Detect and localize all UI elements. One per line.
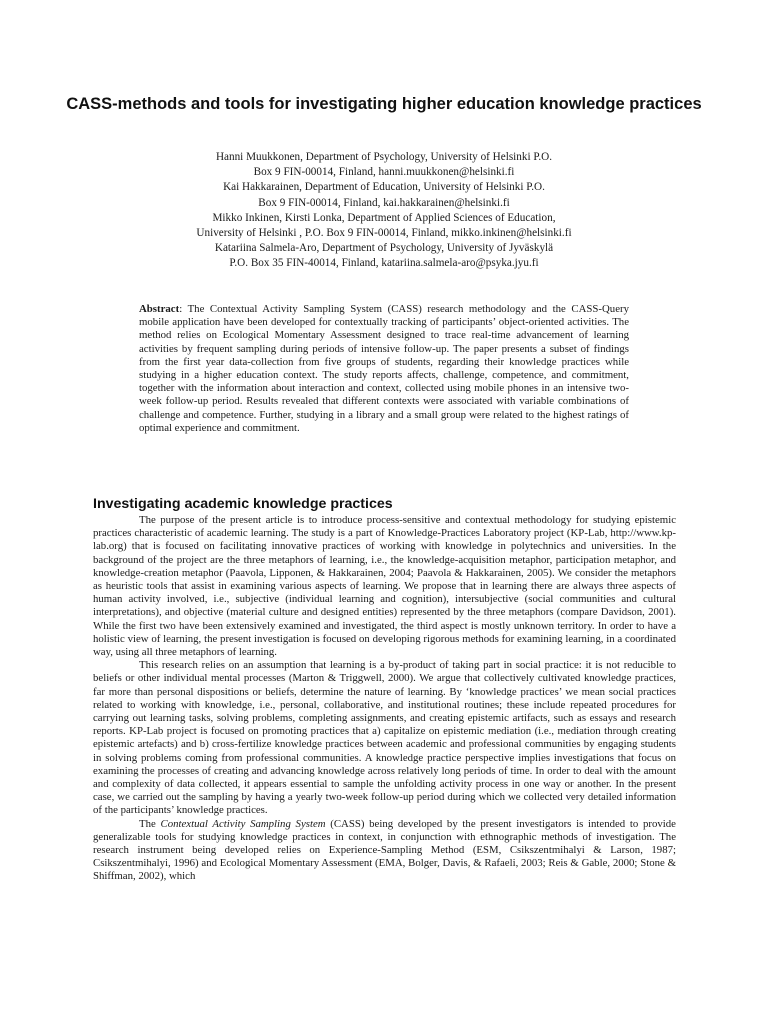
paragraph-text: (CASS) being developed by the present investigators is intended to provide generalizable tools for studying knowledge practices in context, in conjunction with ethnographic methods of investigation. The research instrument being developed relies on Experience-Sampling Method (ESM, Csikszentmihalyi & Larson, 1987; Csikszentmihalyi, 1996) and Ecological Momentary Assessment (EMA, Bolger, Davis, & Rafaeli, 2003; Reis & Gable, 2000; Stone & Shiffman, 2002), which <box>93 817 676 883</box>
paragraph: This research relies on an assumption that learning is a by-product of taking part in social practice: it is not reducible to beliefs or other individual mental processes (Marton & Triggwell, 2000). We argue that collectively cultivated knowledge practices, far more than personal dispositions or beliefs, determine the nature of learning. By ‘knowledge practices’ we mean social practices related to working with knowledge, i.e., personal, collaborative, and institutional routines; these include repeated procedures for carrying out learning tasks, solving problems, completing assignments, and creating epistemic artifacts, such as essays and research reports. KP-Lab project is focused on promoting practices that a) capitalize on epistemic mediation (i.e., mediation through creating epistemic artefacts) and b) cross-fertilize knowledge practices between academic and professional communities by engaging students in solving problems coming from professional communities. A knowledge practice perspective implies investigations that focus on examining the processes of creating and advancing knowledge across relatively long periods of time. In order to deal with the amount and complexity of data collected, it appears essential to sample the unfolding activity process in one way or another. In the present case, we carried out the sampling by having a yearly two-week follow-up period during which we collected very detailed information of the participants’ knowledge practices. <box>93 659 676 817</box>
author-line: Kai Hakkarainen, Department of Education, University of Helsinki P.O. <box>223 181 545 194</box>
abstract-label: Abstract <box>139 303 180 315</box>
author-line: P.O. Box 35 FIN-40014, Finland, katariina.salmela-aro@psyka.jyu.fi <box>229 257 539 270</box>
paper-title: CASS-methods and tools for investigating higher education knowledge practices <box>66 95 702 113</box>
author-line: Box 9 FIN-00014, Finland, kai.hakkarainen@helsinki.fi <box>258 196 510 209</box>
author-affiliations <box>120 150 648 272</box>
body-text <box>93 514 676 884</box>
abstract <box>139 303 629 435</box>
section-heading: Investigating academic knowledge practices <box>93 496 393 512</box>
paragraph-italic-term: Contextual Activity Sampling System <box>160 817 326 830</box>
author-line: Katariina Salmela-Aro, Department of Psychology, University of Jyväskylä <box>214 242 554 255</box>
paragraph-text: The <box>139 817 161 830</box>
paragraph <box>93 818 676 884</box>
paragraph: The purpose of the present article is to introduce process-sensitive and contextual methodology for studying epistemic practices characteristic of academic learning. The study is a part of Knowledge-Practices Laboratory project (KP-Lab, http://www.kp-lab.org) that is focused on facilitating innovative practices of working with knowledge in polytechnics and universities. In the background of the project are the three metaphors of learning, i.e., the knowledge-acquisition metaphor, participation metaphor, and knowledge-creation metaphor (Paavola, Lipponen, & Hakkarainen, 2004; Paavola & Hakkarainen, 2005). We consider the metaphors as heuristic tools that assist in examining various aspects of learning. We propose that in learning there are always three aspects of human activity involved, i.e., subjective (individual learning and cognition), intersubjective (social communities and cultural interpretations), and objective (material culture and designed entities) represented by the three metaphors (compare Davidson, 2001). While the first two have been extensively examined and investigated, the third aspect is mostly unknown territory. In order to have a holistic view of learning, the present investigation is focused on developing rigorous methods for examining learning, in a coordinated way, using all three metaphors of learning. <box>93 514 676 659</box>
author-line: Box 9 FIN-00014, Finland, hanni.muukkonen@helsinki.fi <box>253 166 515 179</box>
abstract-text: : The Contextual Activity Sampling System (CASS) research methodology and the CASS-Query mobile application have been developed for contextually tracking of participants’ object-oriented activities. The method relies on Ecological Momentary Assessment designed to trace real-time advancement of learning activities by frequent sampling during periods of intensive follow-up. The paper presents a subset of findings from the first year data-collection from five groups of students, regarding their knowledge practices while studying in a higher education context. The study reports affects, challenge, competence, and commitment, together with the information about interaction and context, collected using mobile phones in an intensive two-week follow-up period. Results revealed that different contexts were associated with variable combinations of challenge and competence. Further, studying in a library and a small group were related to the highest ratings of optimal experience and commitment. <box>139 303 629 434</box>
author-line: Mikko Inkinen, Kirsti Lonka, Department of Applied Sciences of Education, <box>212 211 556 224</box>
author-line: Hanni Muukkonen, Department of Psychology, University of Helsinki P.O. <box>215 151 553 163</box>
author-line: University of Helsinki , P.O. Box 9 FIN-00014, Finland, mikko.inkinen@helsinki.fi <box>196 227 572 240</box>
